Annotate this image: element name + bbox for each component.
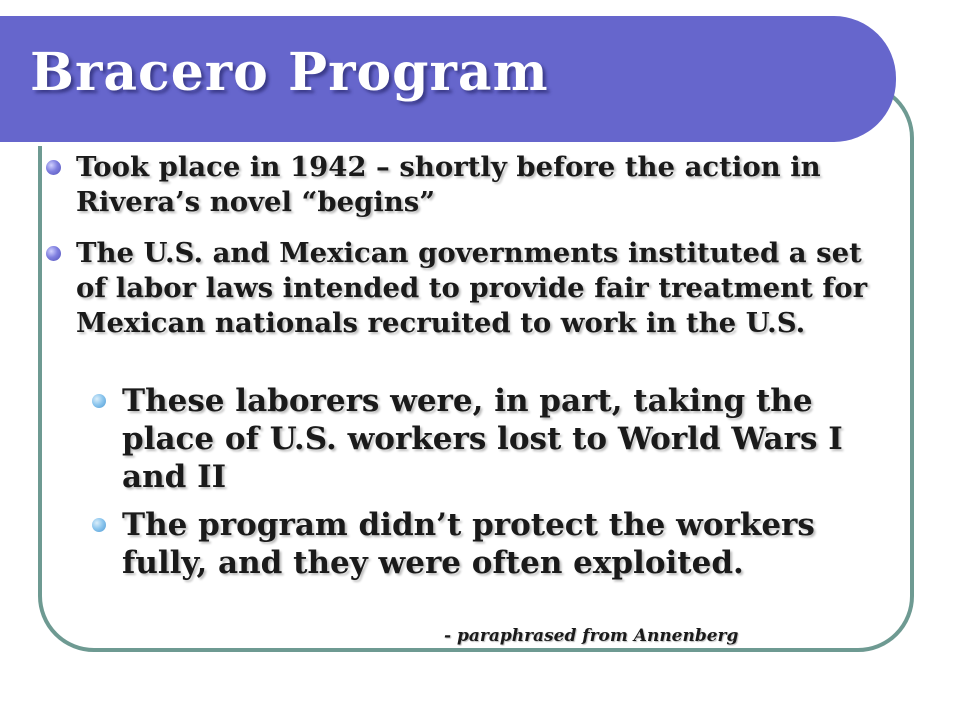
- bullet-text: The U.S. and Mexican governments instituted a set of labor laws intended to provide fair treatment for Mexican nationals recruited to work in the U.S.: [76, 237, 868, 339]
- bullet-list: [46, 150, 896, 357]
- bullet-item: [46, 150, 896, 220]
- sub-bullet-dot-icon: [92, 518, 106, 532]
- sub-bullet-dot-icon: [92, 394, 106, 408]
- slide-title: Bracero Program: [30, 42, 549, 103]
- sub-bullet-list: [92, 382, 882, 592]
- sub-bullet-text: These laborers were, in part, taking the place of U.S. workers lost to World Wars I and II: [122, 383, 843, 495]
- title-underline: [0, 142, 848, 146]
- bullet-dot-icon: [46, 160, 61, 175]
- bullet-dot-icon: [46, 246, 61, 261]
- bullet-item: [46, 236, 896, 341]
- sub-bullet-item: [92, 382, 882, 496]
- bullet-text: Took place in 1942 – shortly before the action in Rivera’s novel “begins”: [76, 151, 821, 218]
- sub-bullet-text: The program didn’t protect the workers fully, and they were often exploited.: [122, 507, 815, 581]
- sub-bullet-item: [92, 506, 882, 582]
- attribution-text: - paraphrased from Annenberg: [444, 626, 739, 646]
